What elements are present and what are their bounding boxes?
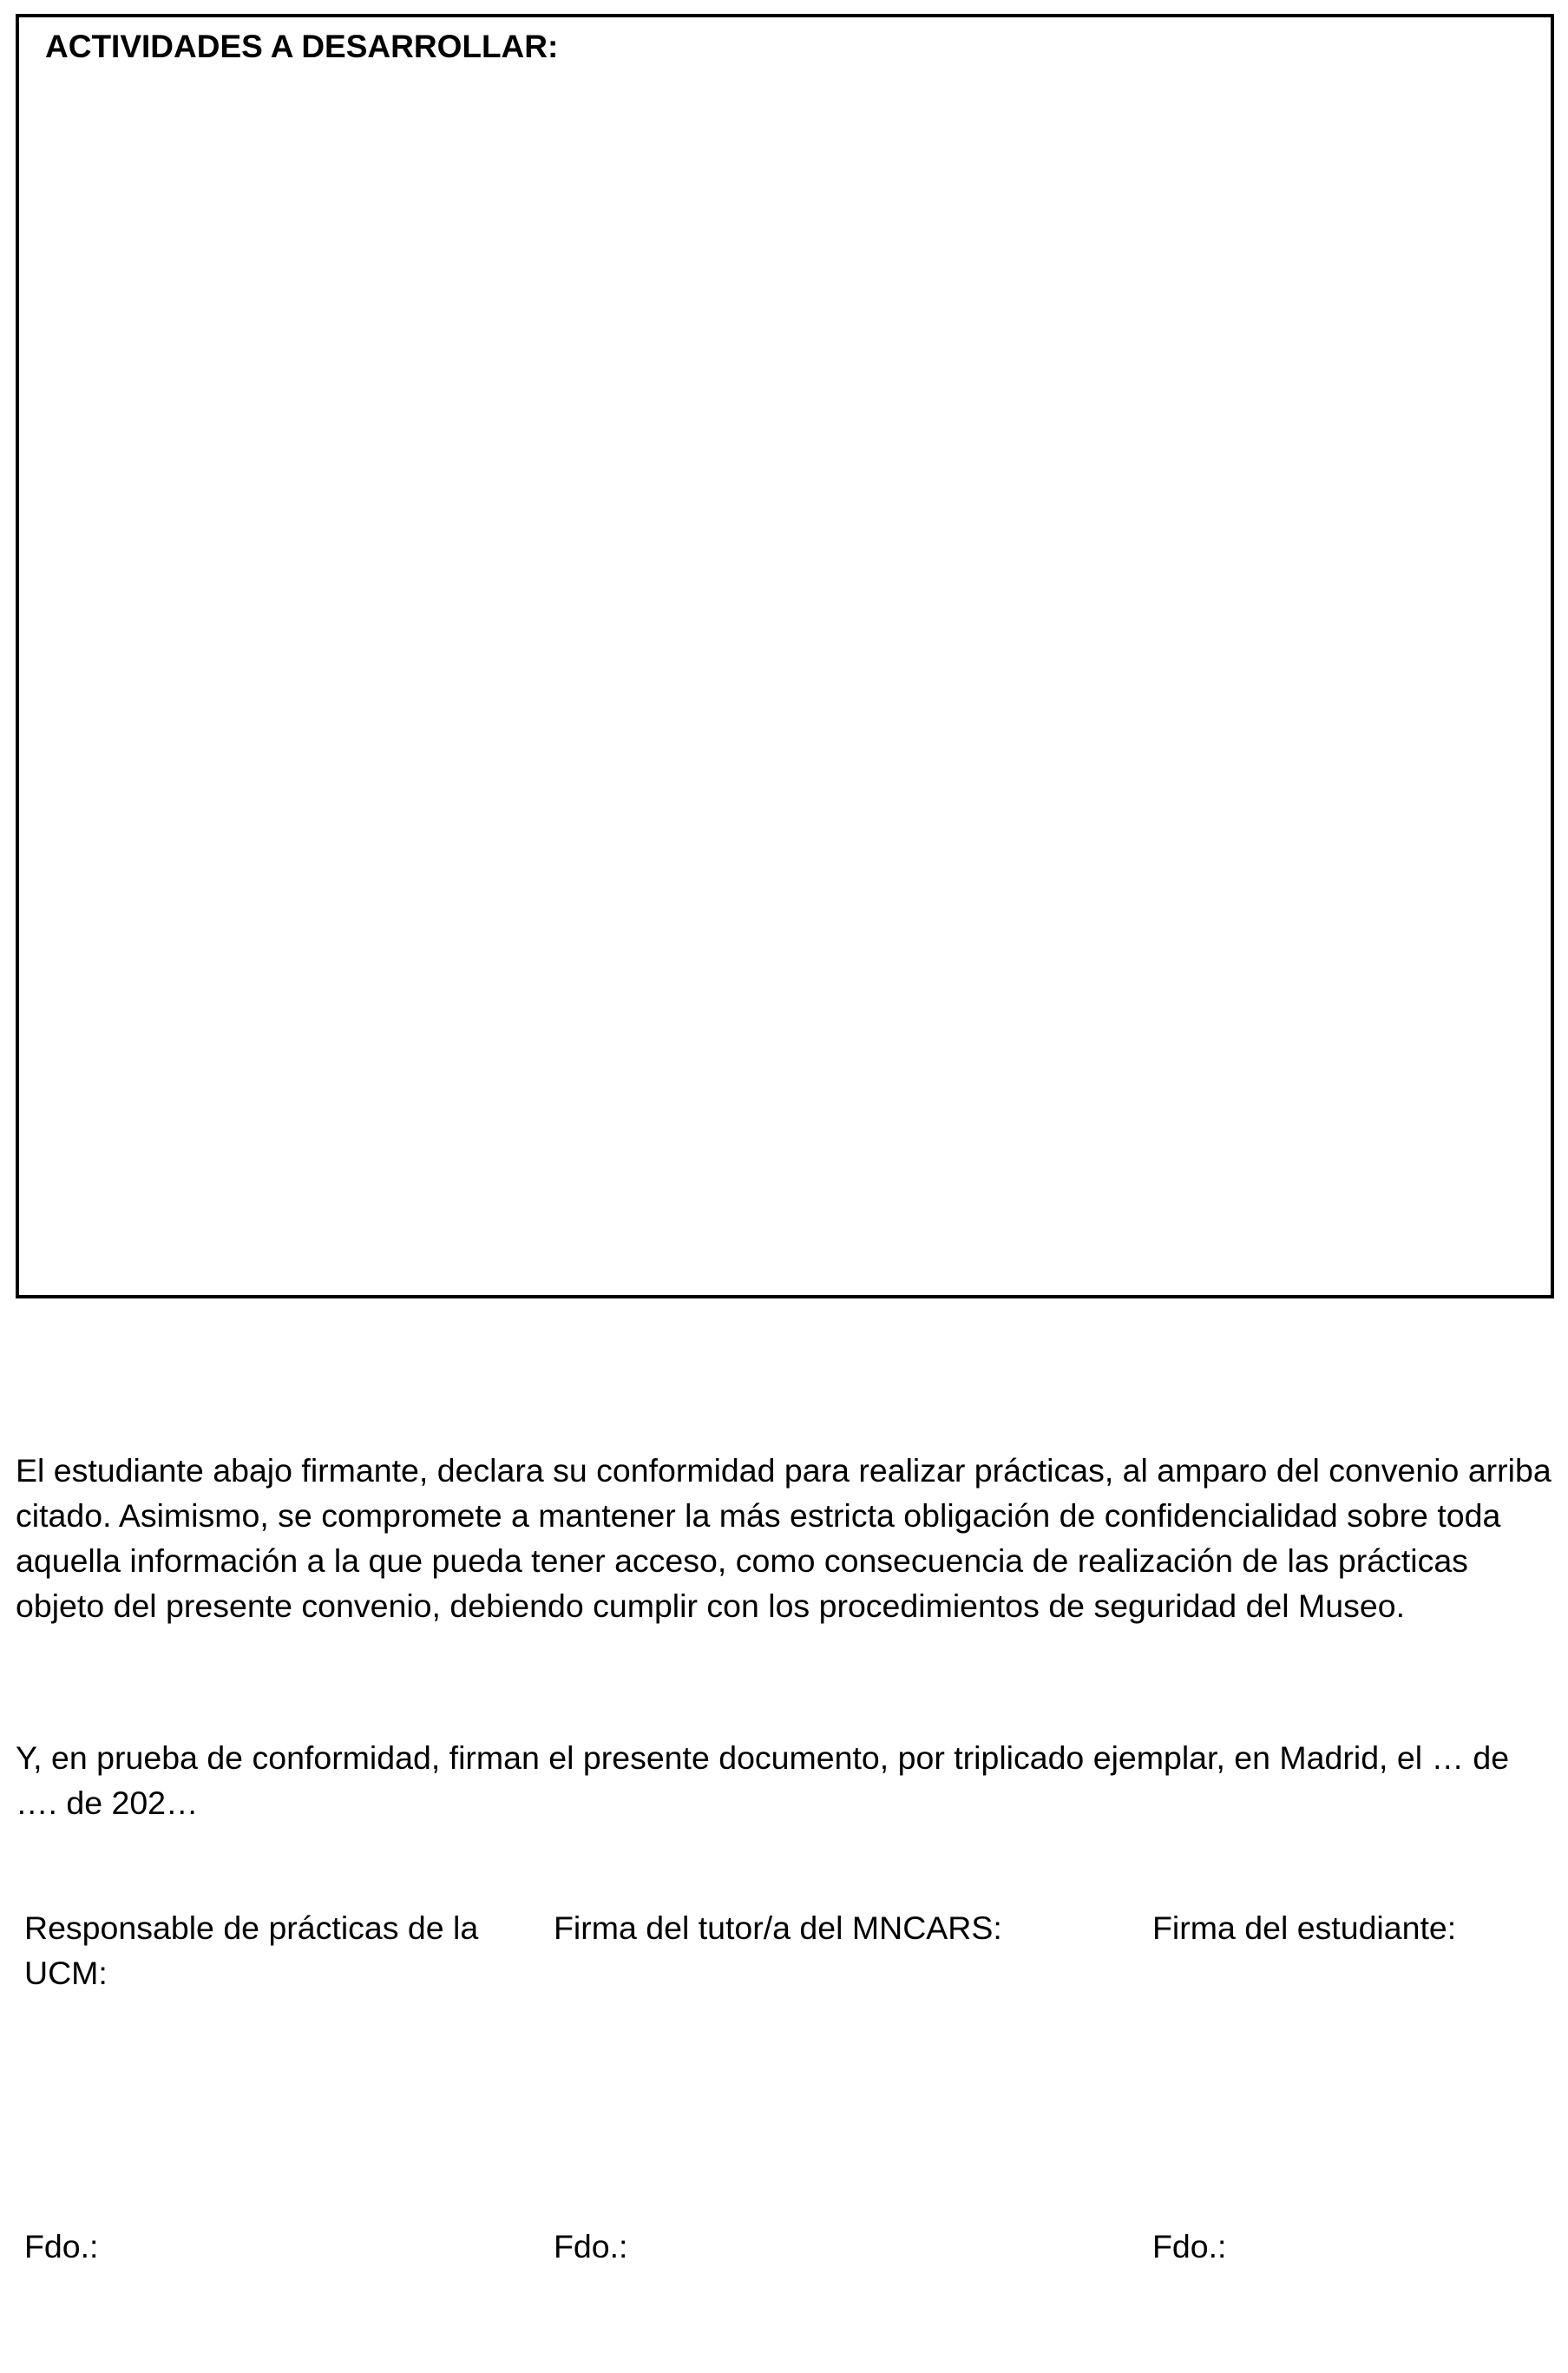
activities-title: ACTIVIDADES A DESARROLLAR: xyxy=(45,29,559,64)
activities-box xyxy=(16,14,1554,1298)
declaration-paragraph: El estudiante abajo firmante, declara su conformidad para realizar prácticas, al amparo del convenio arriba citado. Asimismo, se compromete a mantener la más estricta obligación de confidencialidad sobre toda aquella información a la que pueda tener acceso, como consecuencia de realización de las prácticas objeto del presente convenio, debiendo cumplir con los procedimientos de seguridad del Museo. xyxy=(16,1452,1552,1624)
signature-fdo-student: Fdo.: xyxy=(1152,2228,1227,2265)
signature-fdo-ucm: Fdo.: xyxy=(24,2228,99,2265)
signature-block-ucm xyxy=(24,1905,510,2287)
conformity-paragraph: Y, en prueba de conformidad, firman el presente documento, por triplicado ejemplar, en Madrid, el … de …. de 202… xyxy=(16,1739,1510,1821)
signature-label-student: Firma del estudiante: xyxy=(1152,1910,1457,1946)
signature-block-tutor xyxy=(554,1905,1109,2287)
signature-fdo-tutor: Fdo.: xyxy=(554,2228,628,2265)
signature-label-ucm: Responsable de prácticas de la UCM: xyxy=(24,1910,479,1991)
signature-label-tutor: Firma del tutor/a del MNCARS: xyxy=(554,1910,1002,1946)
signature-block-student xyxy=(1152,1905,1552,2287)
